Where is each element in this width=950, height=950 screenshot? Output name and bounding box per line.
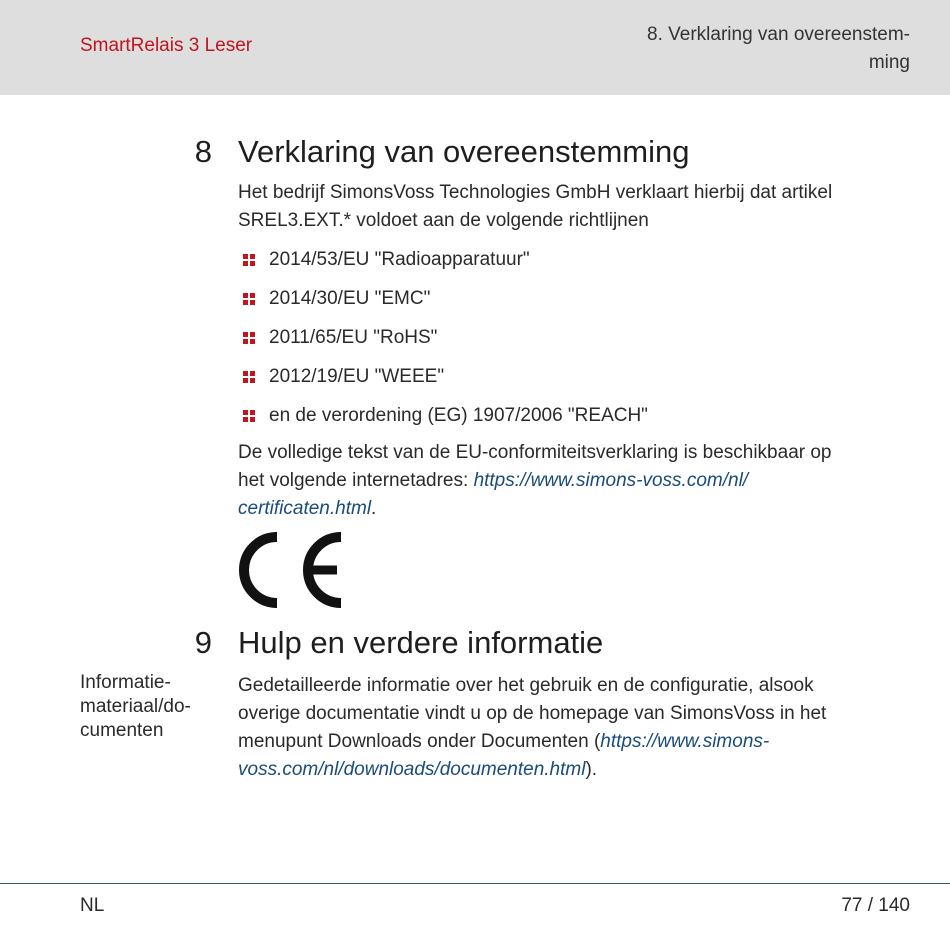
section-8-number: 8 [194,134,212,169]
chapter-title-line2: ming [868,52,910,73]
margin-label-line1: Informatie- [80,672,171,693]
page-header [0,0,950,95]
directive-text: 2014/53/EU "Radioapparatuur" [269,249,530,270]
directive-text: en de verordening (EG) 1907/2006 "REACH" [269,405,648,426]
bullet-icon [243,293,256,306]
body-line-2: overige documentatie vindt u op de homepage van SimonsVoss in het [238,703,827,724]
product-name: SmartRelais 3 Leser [80,35,253,56]
availability-line-3 [238,495,918,523]
bullet-icon [243,371,256,384]
availability-line-2-text: het volgende internetadres: [238,470,474,491]
directive-text: 2011/65/EU "RoHS" [269,327,438,348]
running-chapter-title [580,21,910,77]
certificates-link-part2[interactable]: certificaten.html [238,498,372,519]
availability-line-2 [238,467,918,495]
bullet-icon [243,254,256,267]
availability-line-1: De volledige tekst van de EU-conformiteitsverklaring is beschikbaar op [238,442,832,463]
body-line-3-text: menupunt Downloads onder Documenten ( [238,731,601,752]
footer-divider [0,883,950,884]
intro-line-1: Het bedrijf SimonsVoss Technologies GmbH verklaart hierbij dat artikel [238,182,833,203]
margin-label-line3: cumenten [80,720,164,741]
bullet-icon [243,410,256,423]
section-9-body [238,672,918,784]
downloads-link-part2[interactable]: voss.com/nl/downloads/documenten.html [238,759,586,780]
margin-label [80,671,220,743]
section-9-number: 9 [194,625,212,660]
downloads-link-part1[interactable]: https://www.simons- [600,731,770,752]
section-8-heading: Verklaring van overeenstemming [238,134,690,169]
directive-text: 2014/30/EU "EMC" [269,288,431,309]
ce-mark-icon [237,531,345,609]
footer-page-number: 77 / 140 [841,895,910,916]
bullet-icon [243,332,256,345]
margin-label-line2: materiaal/do- [80,696,191,717]
intro-line-2: SREL3.EXT.* voldoet aan de volgende richtlijnen [238,210,649,231]
section-9-heading: Hulp en verdere informatie [238,625,604,660]
section-8-intro [238,179,918,235]
directive-text: 2012/19/EU "WEEE" [269,366,445,387]
chapter-title-line1: 8. Verklaring van overeenstem- [647,24,910,45]
body-line-3 [238,728,918,756]
body-line-4 [238,756,918,784]
declaration-availability [238,439,918,523]
body-line-1: Gedetailleerde informatie over het gebruik en de configuratie, alsook [238,675,814,696]
footer-language: NL [80,895,105,916]
body-line-4-suffix: ). [585,759,598,780]
certificates-link-part1[interactable]: https://www.simons-voss.com/nl/ [473,470,749,491]
availability-period: . [371,498,377,519]
